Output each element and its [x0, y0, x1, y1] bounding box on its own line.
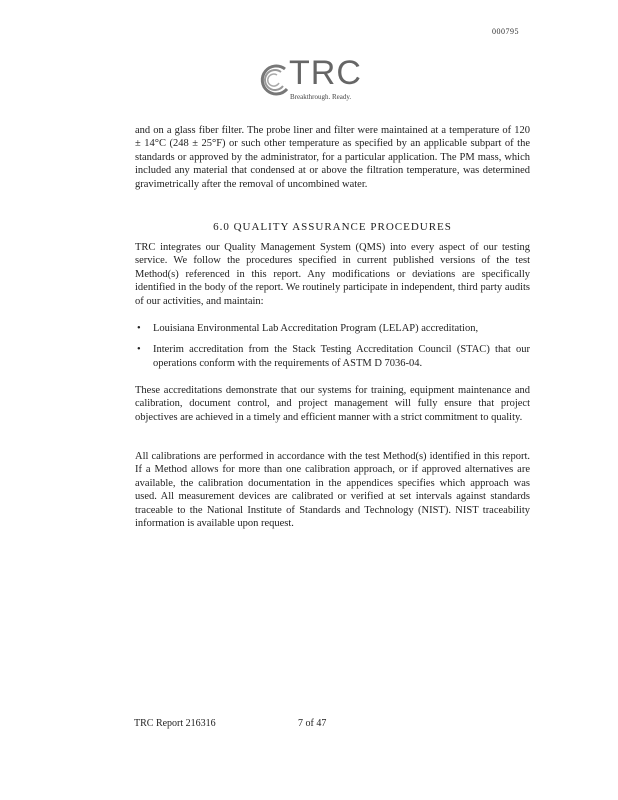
- paragraph-pm-method: and on a glass fiber filter. The probe liner and filter were maintained at a temperature of 120 ± 14°C (248 ± 25°F) or such other temperature as specified by an applicable subpart of the standards or approved by the administrator, for a particular application. The PM mass, which included any material that condensed at or above the filtration temperature, was determined gravimetrically after the removal of uncombined water.: [135, 125, 530, 190]
- accreditation-list: [135, 322, 530, 378]
- logo-tagline: Breakthrough. Ready.: [290, 93, 352, 101]
- list-item-text: Interim accreditation from the Stack Testing Accreditation Council (STAC) that our operations conform with the requirements of ASTM D 7036-04.: [153, 344, 530, 369]
- list-item-text: Louisiana Environmental Lab Accreditation Program (LELAP) accreditation,: [153, 323, 479, 334]
- list-item: [135, 343, 530, 370]
- bullet-icon: •: [137, 323, 141, 334]
- paragraph-calibrations: All calibrations are performed in accordance with the test Method(s) identified in this report. If a Method allows for more than one calibration approach, or if approved alternatives are available, the calibration documentation in the appendices specifies which approach was used. All measurement devices are calibrated or verified at set intervals against standards traceable to the National Institute of Standards and Technology (NIST). NIST traceability information is available upon request.: [135, 451, 530, 530]
- paragraph-accreditations: These accreditations demonstrate that our systems for training, equipment maintenance and calibration, document control, and project management will fully ensure that project objectives are achieved in a timely and efficient manner with a strict commitment to quality.: [135, 385, 530, 423]
- footer-page-number: 7 of 47: [298, 718, 327, 729]
- paragraph-qms: TRC integrates our Quality Management System (QMS) into every aspect of our testing service. We follow the procedures specified in current published versions of the test Method(s) referenced in this report. Any modifications or deviations are specifically identified in the body of the report. We routinely participate in independent, third party audits of our activities, and maintain:: [135, 242, 530, 307]
- logo-swirl-icon: [257, 63, 291, 97]
- list-item: [135, 322, 530, 335]
- trc-logo: [257, 54, 377, 104]
- footer-report-number: TRC Report 216316: [134, 718, 216, 729]
- page-id: 000795: [492, 27, 519, 36]
- logo-wordmark: TRC: [289, 54, 362, 92]
- bullet-icon: •: [137, 344, 141, 356]
- section-heading: 6.0 QUALITY ASSURANCE PROCEDURES: [213, 221, 452, 233]
